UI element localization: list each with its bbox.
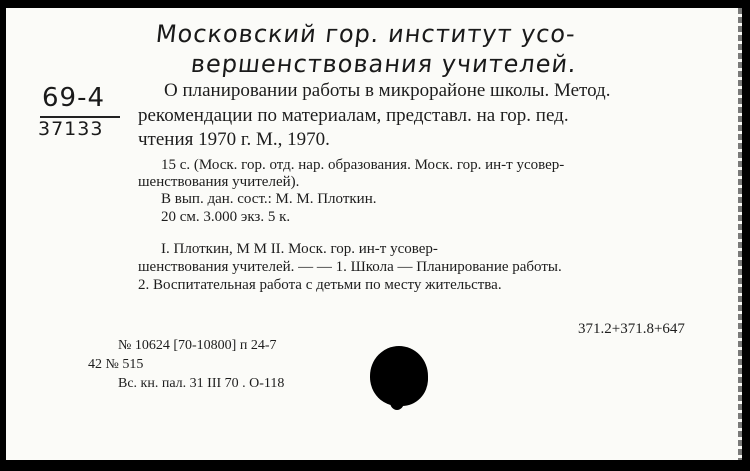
title-line-1: О планировании работы в микрорайоне школы. Метод. bbox=[164, 80, 611, 101]
footer-signed-line: Вс. кн. пал. 31 III 70 . О-118 bbox=[118, 376, 285, 391]
catalog-card bbox=[6, 8, 742, 460]
punch-hole bbox=[370, 346, 428, 406]
tracings-line-2: шенствования учителей. — — 1. Школа — Планирование работы. bbox=[138, 259, 562, 275]
handwritten-author-line-2: вершенствования учителей. bbox=[189, 50, 579, 78]
handwritten-author-line-1: Московский гор. институт усо- bbox=[154, 20, 578, 48]
size-price-line: 20 см. 3.000 экз. 5 к. bbox=[161, 209, 291, 225]
tracings-line-3: 2. Воспитательная работа с детьми по месту жительства. bbox=[138, 277, 502, 293]
title-line-3: чтения 1970 г. М., 1970. bbox=[138, 129, 330, 150]
title-line-2: рекомендации по материалам, представл. на гор. пед. bbox=[138, 105, 569, 126]
footer-number-line: № 10624 [70-10800] п 24-7 bbox=[118, 338, 277, 353]
collation-line-2: шенствования учителей). bbox=[138, 174, 300, 190]
compiler-line: В вып. дан. сост.: М. М. Плоткин. bbox=[161, 191, 377, 207]
collation-line-1: 15 с. (Моск. гор. отд. нар. образования. Моск. гор. ин-т усовер- bbox=[161, 157, 565, 173]
shelf-mark: 69-4 bbox=[42, 83, 106, 113]
card-edge bbox=[738, 8, 742, 460]
footer-order-line: 42 № 515 bbox=[88, 357, 144, 372]
classification-index: 371.2+371.8+647 bbox=[578, 321, 685, 337]
tracings-line-1: I. Плоткин, М М II. Моск. гор. ин-т усовер- bbox=[161, 241, 438, 257]
call-number: 37133 bbox=[38, 118, 104, 140]
